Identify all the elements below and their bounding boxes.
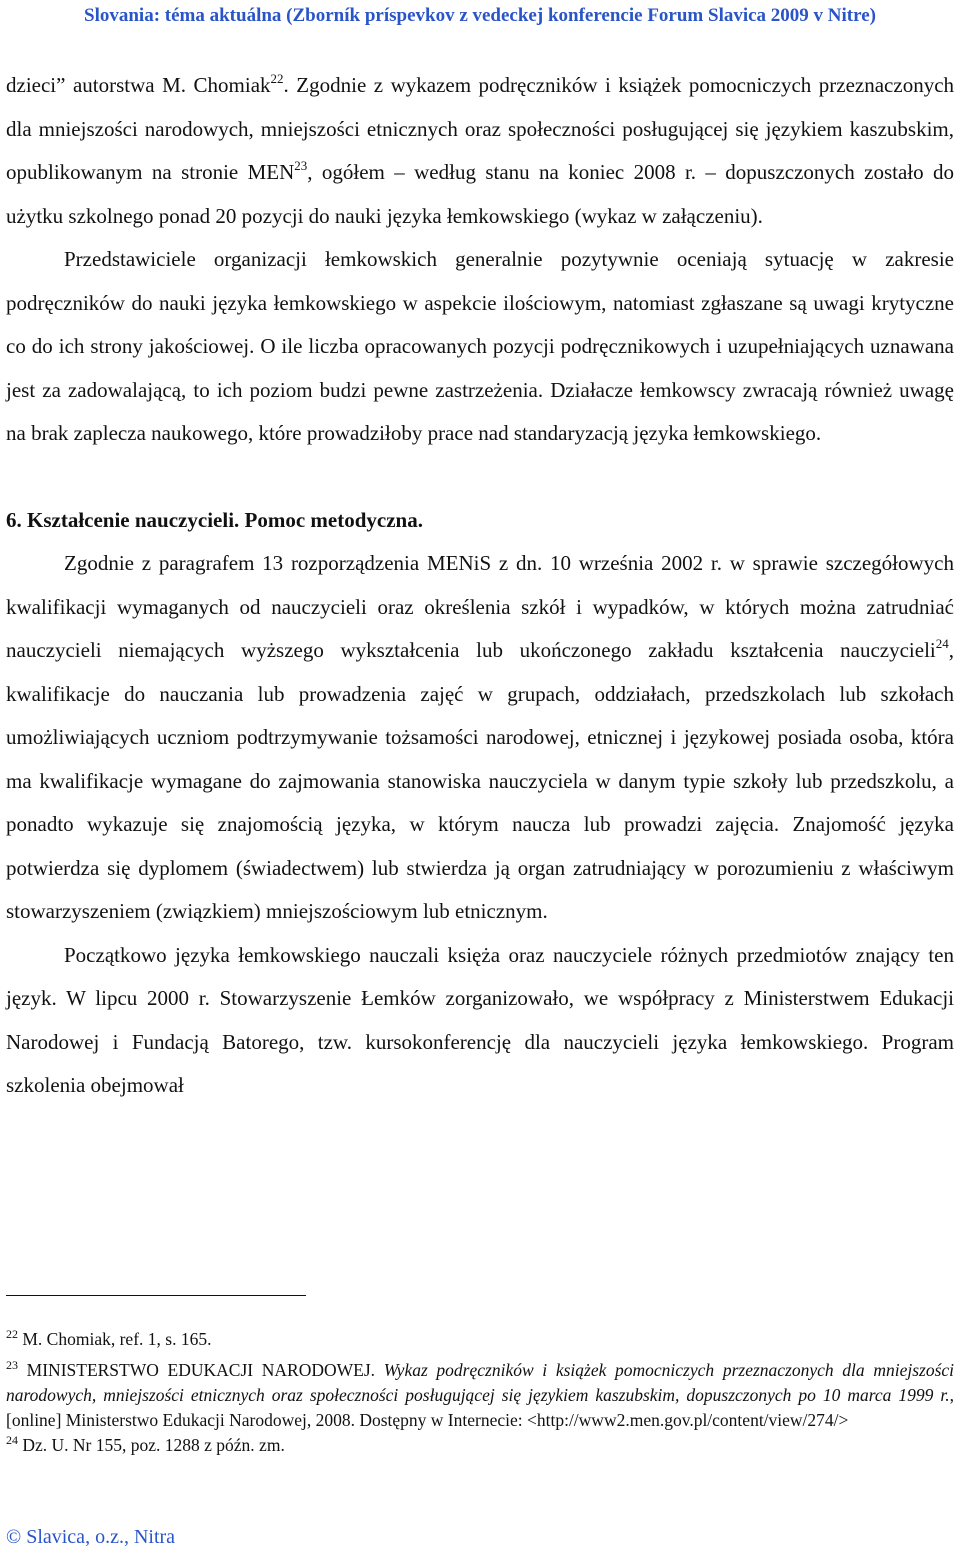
- footnotes: [6, 1327, 954, 1458]
- section-heading: 6. Kształcenie nauczycieli. Pomoc metodyczna.: [6, 507, 423, 532]
- footnote-number: 22: [6, 1327, 18, 1341]
- paragraph-1: [6, 64, 954, 238]
- running-header: Slovania: téma aktuálna (Zborník príspevkov z vedeckej konferencie Forum Slavica 2009 v Nitre): [84, 5, 876, 26]
- footnote-source-title: Wykaz podręczników i książek pomocniczych przeznaczonych dla mniejszości narodowych, mniejszości etnicznych oraz społeczności posługującej się językiem kaszubskim, dopuszczonych po 10 marca 1999 r.: [6, 1360, 955, 1405]
- footnote-ref-24[interactable]: 24: [935, 636, 949, 651]
- paragraph-3-text-b: , kwalifikacje do nauczania lub prowadzenia zajęć w grupach, oddziałach, przedszkolach lub szkołach umożliwiających uczniom podtrzymywanie tożsamości narodowej, etnicznej i językowej posiada osoba, która ma kwalifikacje wymagane do zajmowania stanowiska nauczyciela w danym typie szkoły lub przedszkolu, a ponadto wykazuje się znajomością języka, w którym naucza lub prowadzi zajęcia. Znajomość języka potwierdza się dyplomem (świadectwem) lub stwierdza ją organ zatrudniający w porozumieniu z właściwym stowarzyszeniem (związkiem) mniejszościowym lub etnicznym.: [6, 638, 954, 923]
- paragraph-1-text-a: dzieci” autorstwa M. Chomiak: [6, 73, 271, 97]
- paragraph-1-text-b: . Zgodnie z wykazem podręczników i książek pomocniczych przeznaczonych dla mniejszości narodowych, mniejszości etnicznych oraz społeczności posługującej się językiem kaszubskim, opublikowanym na stronie MEN: [6, 73, 955, 184]
- paragraph-3-text-a: Zgodnie z paragrafem 13 rozporządzenia MENiS z dn. 10 września 2002 r. w sprawie szczegółowych kwalifikacji wymaganych od nauczycieli oraz określenia szkół i wypadków, w których można zatrudniać nauczycieli niemających wyższego wykształcenia lub ukończonego zakładu kształcenia nauczycieli: [6, 551, 954, 662]
- footnote-number: 23: [6, 1358, 18, 1372]
- footnote-22: [6, 1327, 954, 1352]
- footnote-ref-23[interactable]: 23: [294, 158, 308, 173]
- paragraph-2: Przedstawiciele organizacji łemkowskich generalnie pozytywnie oceniają sytuację w zakresie podręczników do nauki języka łemkowskiego w aspekcie ilościowym, natomiast zgłaszane są uwagi krytyczne co do ich strony jakościowej. O ile liczba opracowanych pozycji podręcznikowych i uzupełniających uznawana jest za zadowalającą, to ich poziom budzi pewne zastrzeżenia. Działacze łemkowscy zwracają również uwagę na brak zaplecza naukowego, które prowadziłoby prace nad standaryzacją języka łemkowskiego.: [6, 247, 954, 445]
- paragraph-1-text-c: , ogółem – według stanu na koniec 2008 r. – dopuszczonych zostało do użytku szkolnego ponad 20 pozycji do nauki języka łemkowskiego (wykaz w załączeniu).: [6, 160, 954, 228]
- footnote-23: [6, 1358, 954, 1433]
- footnote-separator: [6, 1295, 306, 1296]
- footnote-24: [6, 1433, 954, 1458]
- footnote-source-tail[interactable]: , [online] Ministerstwo Edukacji Narodowej, 2008. Dostępny w Internecie: <http://www2.men.gov.pl/content/view/274/>: [6, 1385, 954, 1430]
- footnote-ref-22[interactable]: 22: [270, 71, 284, 86]
- paragraph-3: [6, 542, 954, 934]
- footnote-lead: MINISTERSTWO EDUKACJI NARODOWEJ.: [26, 1360, 376, 1380]
- copyright-footer: © Slavica, o.z., Nitra: [6, 1526, 176, 1548]
- footnote-text: Dz. U. Nr 155, poz. 1288 z późn. zm.: [22, 1435, 285, 1455]
- footnote-number: 24: [6, 1433, 18, 1447]
- footnote-text: M. Chomiak, ref. 1, s. 165.: [22, 1329, 212, 1349]
- paragraph-4: Początkowo języka łemkowskiego nauczali księża oraz nauczyciele różnych przedmiotów znający ten język. W lipcu 2000 r. Stowarzyszenie Łemków zorganizowało, we współpracy z Ministerstwem Edukacji Narodowej i Fundacją Batorego, tzw. kursokonferencję dla nauczycieli języka łemkowskiego. Program szkolenia obejmował: [6, 942, 954, 1097]
- body-text: [6, 64, 954, 1108]
